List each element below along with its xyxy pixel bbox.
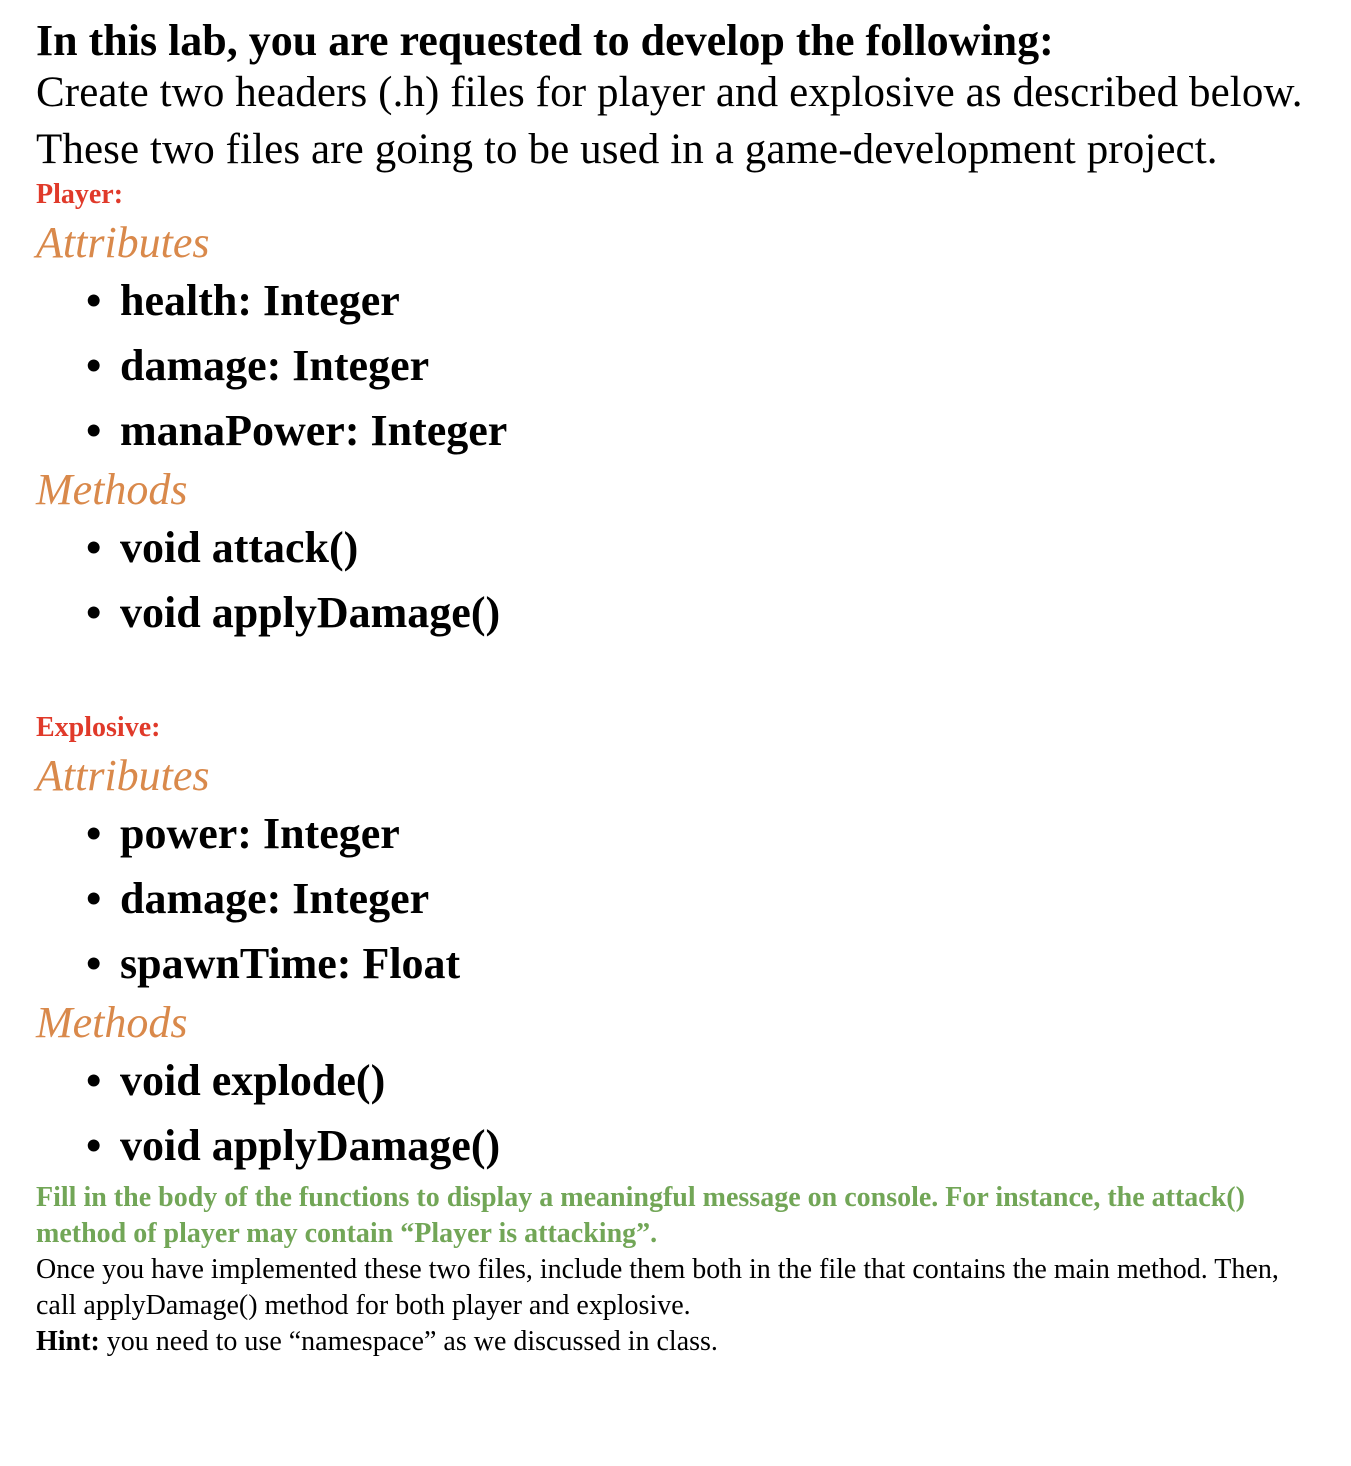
list-item xyxy=(86,515,1326,580)
implementation-note: Once you have implemented these two files, include them both in the file that contains the main method. Then, call applyDamage() method for both player and explosive. xyxy=(36,1254,1279,1321)
list-item xyxy=(86,801,1326,866)
lab-heading: In this lab, you are requested to develop the following: xyxy=(36,16,1054,65)
list-item xyxy=(86,398,1326,463)
bullet-icon: • xyxy=(86,588,102,637)
explosive-method-explode: void explode() xyxy=(120,1056,386,1105)
explosive-attribute-damage: damage: Integer xyxy=(120,874,430,923)
explosive-attribute-spawntime: spawnTime: Float xyxy=(120,939,461,988)
player-attribute-manapower: manaPower: Integer xyxy=(120,406,508,455)
list-item xyxy=(86,333,1326,398)
lab-intro: Create two headers (.h) files for player and explosive as described below. These two files are going to be used in a game-development project. xyxy=(36,69,1303,173)
bullet-icon: • xyxy=(86,809,102,858)
explosive-attributes-label: Attributes xyxy=(36,751,210,800)
bullet-icon: • xyxy=(86,1056,102,1105)
explosive-label: Explosive: xyxy=(36,712,161,743)
list-item xyxy=(86,866,1326,931)
player-methods-label: Methods xyxy=(36,465,188,514)
list-item xyxy=(86,1113,1326,1178)
list-item xyxy=(86,1048,1326,1113)
player-attribute-damage: damage: Integer xyxy=(120,341,430,390)
bullet-icon: • xyxy=(86,523,102,572)
bullet-icon: • xyxy=(86,406,102,455)
bullet-icon: • xyxy=(86,1121,102,1170)
explosive-methods-label: Methods xyxy=(36,998,188,1047)
hint-text: you need to use “namespace” as we discussed in class. xyxy=(99,1326,718,1357)
explosive-methods-list xyxy=(36,1048,1326,1178)
player-attributes-list xyxy=(36,268,1326,463)
list-item xyxy=(86,931,1326,996)
explosive-attributes-list xyxy=(36,801,1326,996)
bullet-icon: • xyxy=(86,874,102,923)
player-methods-list xyxy=(36,515,1326,645)
instruction-text: Fill in the body of the functions to display a meaningful message on console. For instance, the attack() method of player may contain “Player is attacking”. xyxy=(36,1182,1245,1249)
player-label: Player: xyxy=(36,179,124,210)
player-attributes-label: Attributes xyxy=(36,218,210,267)
hint-label: Hint: xyxy=(36,1326,100,1357)
hint-line xyxy=(36,1324,1326,1360)
bullet-icon: • xyxy=(86,939,102,988)
explosive-attribute-power: power: Integer xyxy=(120,809,400,858)
list-item xyxy=(86,580,1326,645)
player-method-applydamage: void applyDamage() xyxy=(120,588,501,637)
bullet-icon: • xyxy=(86,341,102,390)
bullet-icon: • xyxy=(86,276,102,325)
player-attribute-health: health: Integer xyxy=(120,276,400,325)
explosive-method-applydamage: void applyDamage() xyxy=(120,1121,501,1170)
list-item xyxy=(86,268,1326,333)
player-method-attack: void attack() xyxy=(120,523,359,572)
